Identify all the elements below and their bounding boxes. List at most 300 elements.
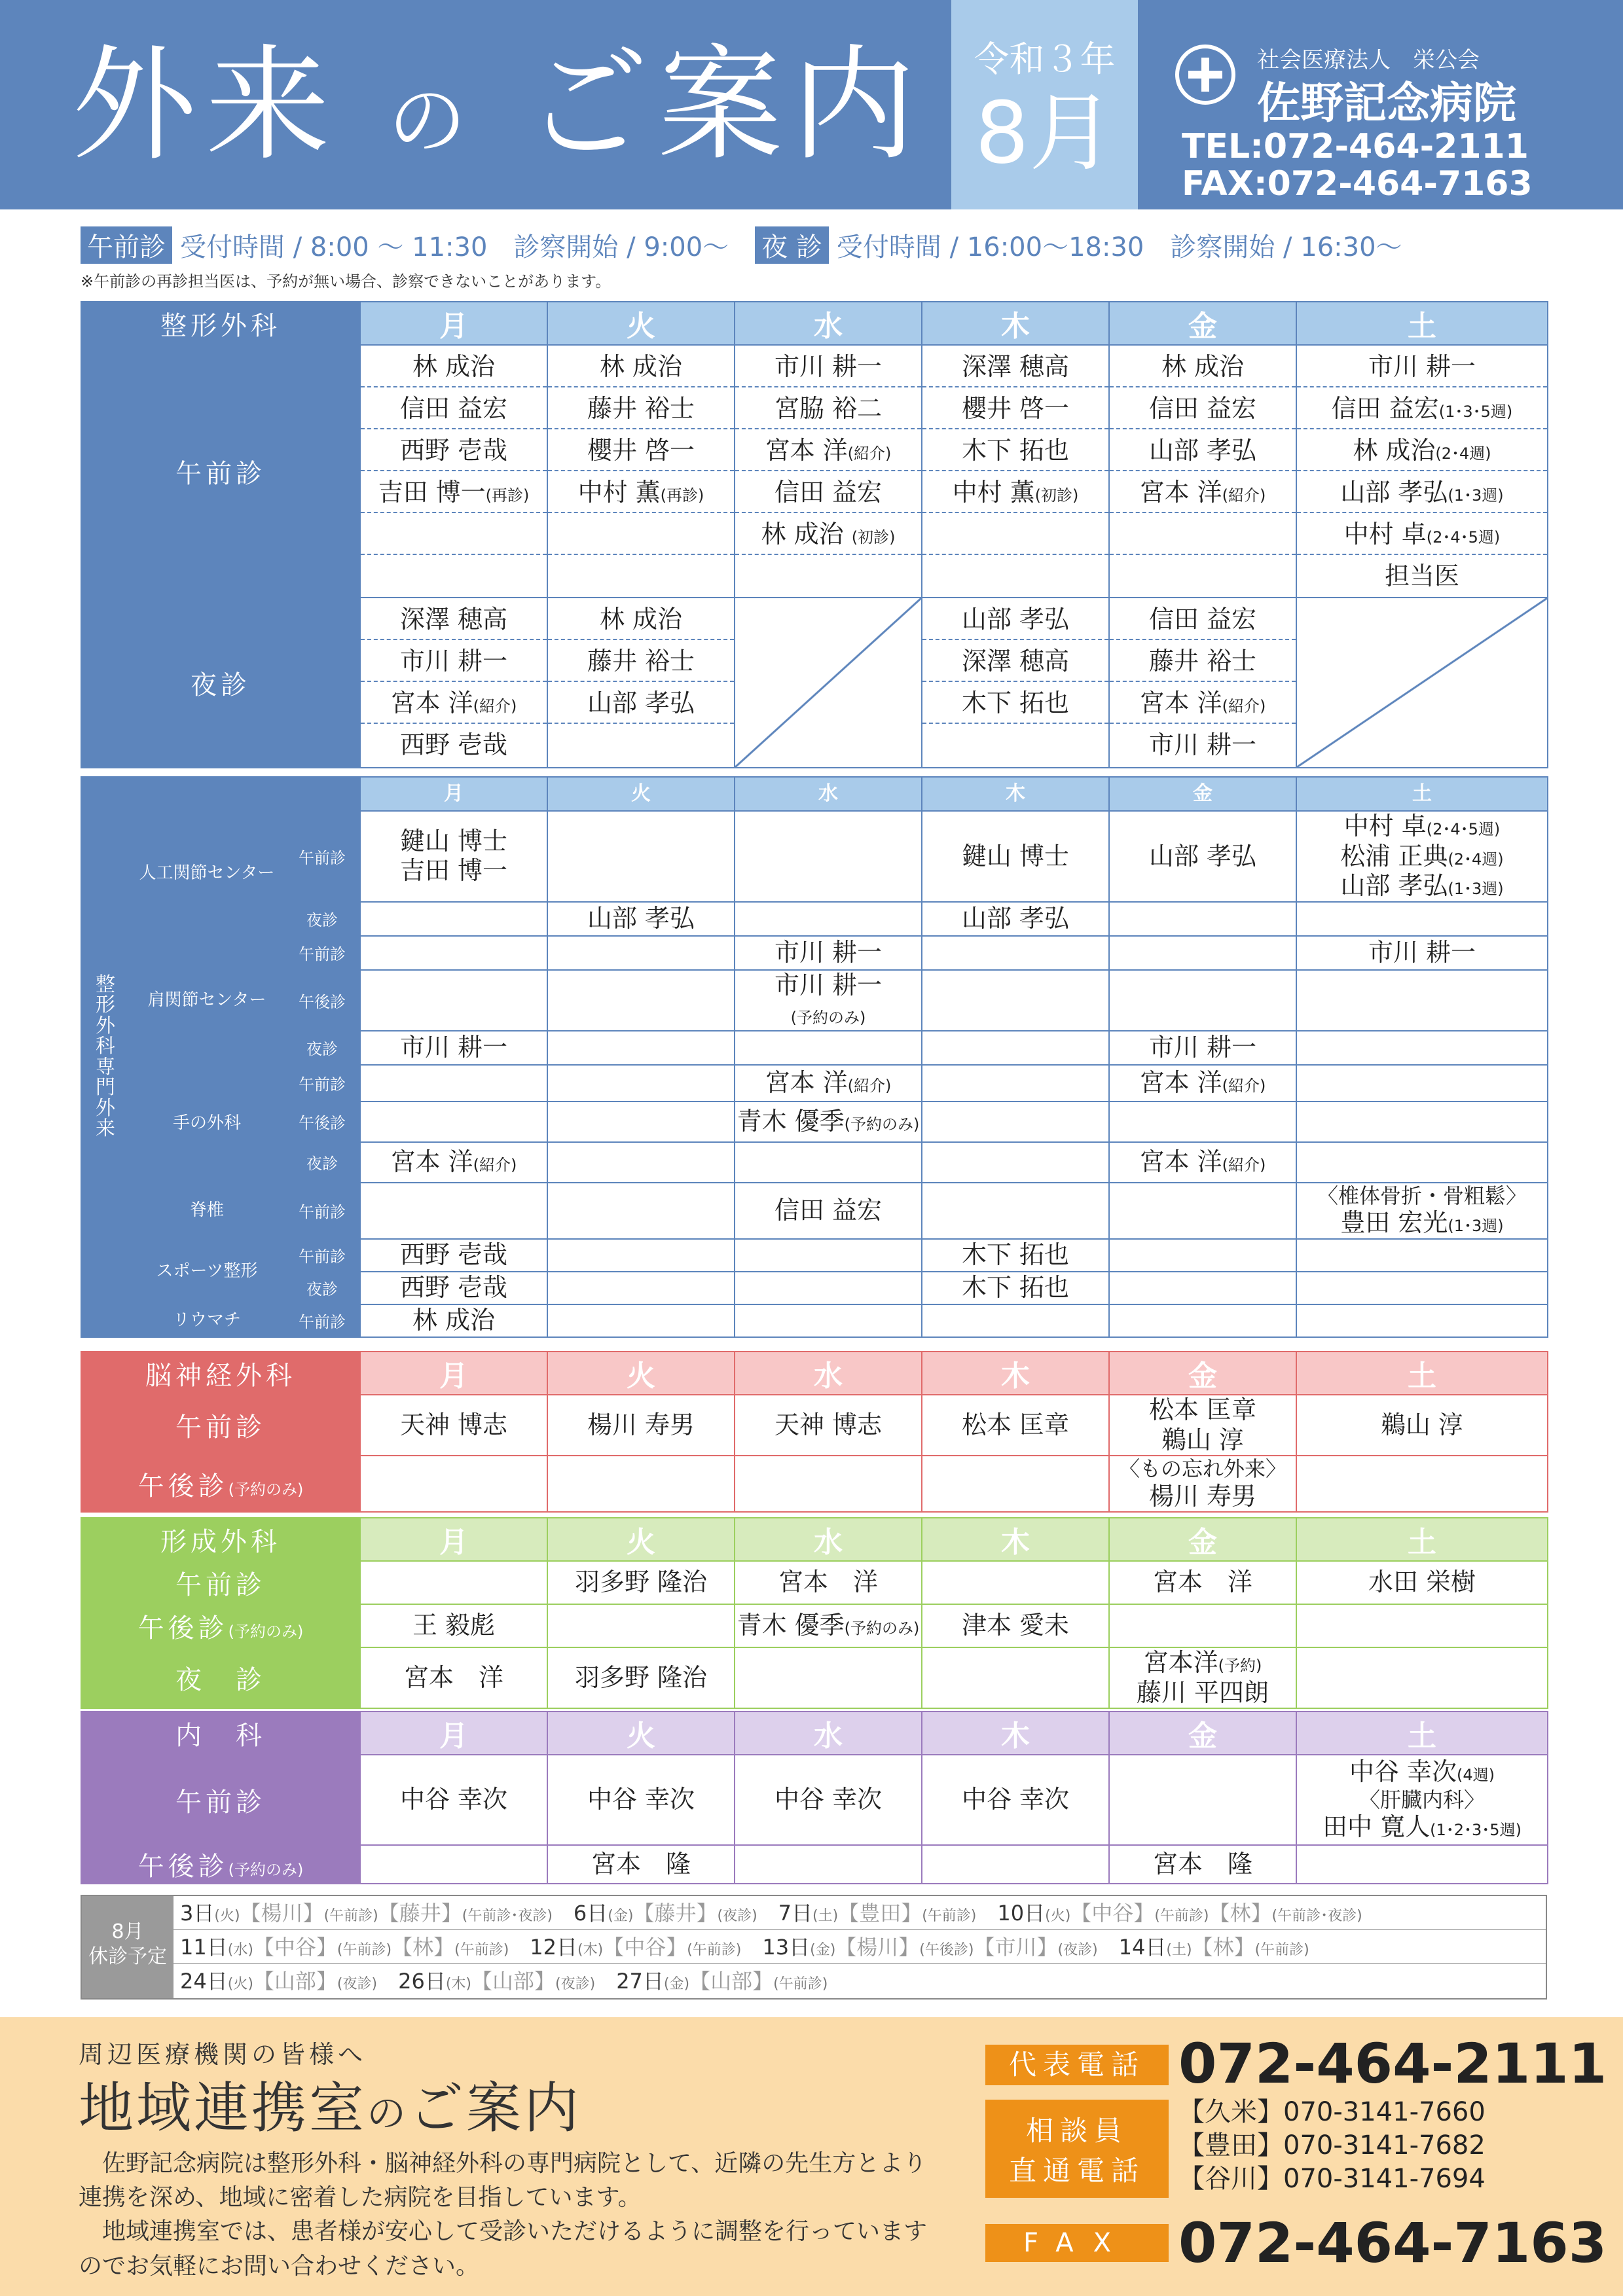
schedule-cell bbox=[1296, 1755, 1548, 1845]
day-thu: 木 bbox=[922, 1518, 1109, 1561]
ortho-pm-label: 夜診 bbox=[81, 598, 360, 768]
doctor-name: 山部 孝弘 bbox=[1148, 841, 1257, 870]
schedule-cell bbox=[1296, 1647, 1548, 1708]
day-sat: 土 bbox=[1296, 1352, 1548, 1395]
doctor-name: (予約のみ) bbox=[790, 1009, 866, 1028]
footer-title bbox=[79, 2064, 581, 2144]
doctor-slot: 林 成治 bbox=[548, 598, 734, 640]
hospital-name: 佐野記念病院 bbox=[1257, 78, 1516, 128]
direct-phone-label bbox=[985, 2100, 1169, 2198]
schedule-cell bbox=[1109, 970, 1296, 1031]
plastic-am-label: 午前診 bbox=[81, 1561, 360, 1604]
doctor-name: 信田 益宏 bbox=[774, 1196, 883, 1225]
doctor-slot: 林 成治 bbox=[1110, 346, 1296, 387]
schedule-cell bbox=[547, 1561, 735, 1604]
schedule-cell bbox=[735, 1272, 922, 1304]
day-fri: 金 bbox=[1109, 1712, 1296, 1755]
doctor-name: 青木 優季(予約のみ) bbox=[737, 1611, 920, 1640]
session-after-label: 午後診 bbox=[284, 1102, 360, 1142]
doctor-slot: 深澤 穂高 bbox=[922, 640, 1108, 682]
month-label: 8月 bbox=[975, 83, 1114, 183]
doctor-name: 天神 博志 bbox=[774, 1410, 883, 1439]
doctor-slot bbox=[548, 513, 734, 555]
schedule-cell bbox=[1109, 1065, 1296, 1102]
schedule-cell bbox=[1296, 1031, 1548, 1065]
ortho-pm-tue bbox=[547, 598, 735, 768]
doctor-name: 宮本洋(予約) bbox=[1143, 1648, 1262, 1677]
doctor-name: 松浦 正典(2･4週) bbox=[1340, 841, 1504, 870]
doctor-slot: 中村 卓(2･4･5週) bbox=[1297, 513, 1547, 555]
after-label-note: (予約のみ) bbox=[228, 1622, 304, 1641]
doctor-slot: 担当医 bbox=[1384, 562, 1459, 590]
schedule-cell bbox=[735, 1102, 922, 1142]
doctor-name: 鵜山 淳 bbox=[1380, 1410, 1464, 1439]
schedule-cell bbox=[922, 1183, 1109, 1239]
doctor-slot: 中村 薫(再診) bbox=[548, 471, 734, 513]
internal-am-label: 午前診 bbox=[81, 1755, 360, 1845]
direct-label-1: 相談員 bbox=[1025, 2115, 1128, 2147]
schedule-cell bbox=[922, 1239, 1109, 1272]
direct-phone-number[interactable]: 【豊田】070-3141-7682 bbox=[1178, 2130, 1486, 2161]
doctor-name: 宮本 洋(紹介) bbox=[1139, 1068, 1266, 1098]
schedule-cell bbox=[1109, 1102, 1296, 1142]
plastic-pm-label: 夜 診 bbox=[81, 1647, 360, 1708]
schedule-cell bbox=[1296, 1845, 1548, 1884]
schedule-cell bbox=[360, 1102, 547, 1142]
doctor-name: 田中 寛人(1･2･3･5週) bbox=[1322, 1812, 1522, 1842]
fax-label: FAX bbox=[985, 2224, 1169, 2262]
direct-phone-number[interactable]: 【谷川】070-3141-7694 bbox=[1178, 2164, 1486, 2195]
schedule-cell bbox=[922, 1102, 1109, 1142]
doctor-slot: 市川 耕一 bbox=[1148, 730, 1257, 759]
schedule-cell bbox=[1296, 1395, 1548, 1456]
doctor-name: 中谷 幸次(4週) bbox=[1349, 1757, 1495, 1787]
doctor-slot: 林 成治 bbox=[548, 346, 734, 387]
schedule-cell bbox=[922, 1456, 1109, 1512]
footer-title-particle: の bbox=[367, 2091, 409, 2137]
day-mon: 月 bbox=[360, 1712, 547, 1755]
schedule-cell bbox=[922, 1272, 1109, 1304]
schedule-cell bbox=[922, 1845, 1109, 1884]
doctor-name: 市川 耕一 bbox=[1148, 1033, 1257, 1062]
schedule-cell bbox=[360, 1647, 547, 1708]
joint-center-label: 人工関節センター bbox=[130, 811, 284, 936]
schedule-cell bbox=[360, 1239, 547, 1272]
doctor-slot: 藤井 裕士 bbox=[548, 640, 734, 682]
day-mon: 月 bbox=[360, 302, 547, 345]
doctor-slot bbox=[735, 555, 921, 597]
doctor-name: 木下 拓也 bbox=[961, 1273, 1070, 1302]
doctor-slot bbox=[922, 555, 1108, 597]
schedule-cell bbox=[360, 1845, 547, 1884]
schedule-cell bbox=[1296, 811, 1548, 902]
schedule-cell bbox=[735, 1304, 922, 1337]
doctor-name: 羽多野 隆治 bbox=[574, 1662, 708, 1692]
doctor-name: 王 毅彪 bbox=[412, 1611, 496, 1640]
doctor-slot bbox=[1110, 513, 1296, 555]
doctor-name: 市川 耕一 bbox=[1368, 937, 1476, 967]
after-label-text: 午後診 bbox=[137, 1471, 228, 1501]
schedule-cell bbox=[1109, 1183, 1296, 1239]
doctor-name: 宮本 隆 bbox=[1152, 1849, 1252, 1878]
schedule-cell bbox=[922, 1065, 1109, 1102]
ortho-am-label: 午前診 bbox=[81, 345, 360, 598]
day-mon: 月 bbox=[360, 1518, 547, 1561]
doctor-name: 青木 優季(予約のみ) bbox=[737, 1107, 920, 1136]
hospital-logo-icon bbox=[1175, 45, 1235, 105]
session-am-label: 午前診 bbox=[284, 936, 360, 970]
schedule-cell bbox=[360, 1304, 547, 1337]
rep-phone-number[interactable]: 072-464-2111 bbox=[1178, 2032, 1607, 2096]
schedule-cell bbox=[547, 1304, 735, 1337]
doctor-slot bbox=[922, 724, 1108, 766]
schedule-cell bbox=[547, 1183, 735, 1239]
doctor-name: 市川 耕一 bbox=[399, 1033, 508, 1062]
schedule-cell bbox=[1296, 1604, 1548, 1647]
session-pm-label: 夜診 bbox=[284, 1031, 360, 1065]
fax-number: FAX:072-464-7163 bbox=[1182, 164, 1533, 204]
schedule-cell bbox=[922, 1647, 1109, 1708]
doctor-slot bbox=[361, 555, 547, 597]
schedule-cell bbox=[547, 1065, 735, 1102]
doctor-slot: 林 成治 (初診) bbox=[735, 513, 921, 555]
schedule-cell bbox=[1296, 1272, 1548, 1304]
schedule-cell bbox=[360, 1456, 547, 1512]
doctor-slot: 深澤 穂高 bbox=[922, 346, 1108, 387]
doctor-name: 中谷 幸次 bbox=[399, 1785, 508, 1814]
schedule-cell bbox=[360, 1561, 547, 1604]
schedule-cell bbox=[735, 1456, 922, 1512]
schedule-cell bbox=[1109, 1395, 1296, 1456]
doctor-name: 木下 拓也 bbox=[961, 1240, 1070, 1270]
era-label: 令和３年 bbox=[974, 39, 1116, 80]
doctor-name: 豊田 宏光(1･3週) bbox=[1340, 1208, 1504, 1238]
doctor-slot bbox=[548, 724, 734, 766]
day-tue: 火 bbox=[547, 302, 735, 345]
session-pm-label: 夜診 bbox=[284, 1142, 360, 1183]
schedule-cell bbox=[1109, 811, 1296, 902]
schedule-cell bbox=[1109, 1604, 1296, 1647]
ortho-table bbox=[81, 301, 1548, 768]
doctor-slot: 深澤 穂高 bbox=[361, 598, 547, 640]
doctor-slot bbox=[922, 513, 1108, 555]
fax-number-footer[interactable]: 072-464-7163 bbox=[1178, 2211, 1607, 2275]
schedule-cell bbox=[1296, 1239, 1548, 1272]
schedule-cell bbox=[360, 1142, 547, 1183]
day-wed: 水 bbox=[735, 1352, 922, 1395]
day-fri: 金 bbox=[1109, 302, 1296, 345]
ortho-pm-thu bbox=[922, 598, 1109, 768]
schedule-cell bbox=[922, 902, 1109, 936]
neuro-dept-label: 脳神経外科 bbox=[81, 1352, 360, 1395]
schedule-cell bbox=[547, 1272, 735, 1304]
doctor-name: 天神 博志 bbox=[399, 1410, 508, 1439]
doctor-name: 中村 卓(2･4･5週) bbox=[1343, 812, 1501, 840]
holiday-schedule bbox=[81, 1895, 1547, 2000]
schedule-cell bbox=[360, 1065, 547, 1102]
tel-number: TEL:072-464-2111 bbox=[1182, 127, 1529, 166]
doctor-slot: 宮本 洋(紹介) bbox=[1110, 471, 1296, 513]
doctor-name: 水田 栄樹 bbox=[1368, 1568, 1476, 1597]
date-box bbox=[951, 0, 1138, 209]
hours-info bbox=[81, 226, 1402, 264]
doctor-name: 西野 壱哉 bbox=[399, 1240, 508, 1270]
schedule-cell bbox=[360, 1395, 547, 1456]
neuro-table bbox=[81, 1351, 1548, 1513]
schedule-cell bbox=[1296, 1065, 1548, 1102]
schedule-cell bbox=[735, 1142, 922, 1183]
doctor-slot bbox=[1110, 555, 1296, 597]
doctor-slot bbox=[548, 555, 734, 597]
schedule-cell bbox=[1109, 1647, 1296, 1708]
ortho-pm-mon bbox=[360, 598, 547, 768]
direct-phone-number[interactable]: 【久米】070-3141-7660 bbox=[1178, 2097, 1486, 2127]
footer-body-2: 地域連携室では、患者様が安心して受診いただけるように調整を行っていますのでお気軽にお問い合わせください。 bbox=[79, 2218, 928, 2280]
doctor-name: 宮本 洋 bbox=[1152, 1568, 1252, 1597]
doctor-name: 鍵山 博士 bbox=[961, 841, 1070, 870]
page-title bbox=[72, 27, 925, 183]
internal-table bbox=[81, 1711, 1548, 1884]
doctor-name: 宮本 洋 bbox=[778, 1568, 878, 1597]
schedule-cell bbox=[735, 970, 922, 1031]
plastic-after-label bbox=[81, 1604, 360, 1647]
ortho-am-sat bbox=[1296, 345, 1548, 598]
holiday-row: 24日(火)【山部】(夜診) 26日(木)【山部】(夜診) 27日(金)【山部】(午前診) bbox=[180, 1969, 828, 1994]
schedule-cell bbox=[1296, 902, 1548, 936]
day-tue: 火 bbox=[547, 777, 735, 811]
day-sat: 土 bbox=[1296, 1518, 1548, 1561]
day-tue: 火 bbox=[547, 1352, 735, 1395]
schedule-cell bbox=[735, 1065, 922, 1102]
doctor-slot: 木下 拓也 bbox=[922, 429, 1108, 471]
schedule-cell bbox=[547, 811, 735, 902]
schedule-cell bbox=[547, 902, 735, 936]
doctor-slot: 山部 孝弘 bbox=[1110, 429, 1296, 471]
footer-body bbox=[79, 2147, 943, 2284]
schedule-cell bbox=[1109, 902, 1296, 936]
doctor-slot: 信田 益宏(1･3･5週) bbox=[1297, 387, 1547, 429]
schedule-cell bbox=[547, 936, 735, 970]
plastic-dept-label: 形成外科 bbox=[81, 1518, 360, 1561]
day-wed: 水 bbox=[735, 1518, 922, 1561]
session-am-label: 午前診 bbox=[284, 1065, 360, 1102]
neuro-after-label bbox=[81, 1456, 360, 1512]
spine-label: 脊椎 bbox=[130, 1183, 284, 1239]
schedule-cell bbox=[547, 970, 735, 1031]
session-pm-label: 夜診 bbox=[284, 1272, 360, 1304]
holiday-row: 3日(火)【楊川】(午前診)【藤井】(午前診･夜診) 6日(金)【藤井】(夜診) 7日(土)【豊田】(午前診) 10日(火)【中谷】(午前診)【林】(午前診･夜診) bbox=[173, 1896, 1546, 1930]
doctor-name: 中谷 幸次 bbox=[774, 1785, 883, 1814]
ortho-pm-sat-closed bbox=[1296, 598, 1548, 768]
doctor-slot: 宮脇 裕二 bbox=[735, 387, 921, 429]
schedule-cell bbox=[1109, 1456, 1296, 1512]
schedule-cell bbox=[547, 1239, 735, 1272]
day-tue: 火 bbox=[547, 1712, 735, 1755]
schedule-cell bbox=[360, 1031, 547, 1065]
doctor-slot: 宮本 洋(紹介) bbox=[1110, 682, 1296, 724]
schedule-cell bbox=[360, 970, 547, 1031]
schedule-cell bbox=[922, 1755, 1109, 1845]
schedule-cell bbox=[735, 936, 922, 970]
doctor-slot: 吉田 博一(再診) bbox=[361, 471, 547, 513]
after-label-text: 午後診 bbox=[137, 1852, 228, 1882]
schedule-cell bbox=[922, 811, 1109, 902]
hand-surgery-label: 手の外科 bbox=[130, 1065, 284, 1183]
title-particle: の bbox=[388, 76, 476, 167]
schedule-cell bbox=[735, 1239, 922, 1272]
header bbox=[0, 0, 1623, 209]
schedule-cell bbox=[360, 1272, 547, 1304]
doctor-name: 宮本 洋(紹介) bbox=[1139, 1147, 1266, 1177]
footer-body-1: 佐野記念病院は整形外科・脳神経外科の専門病院として、近隣の先生方とより連携を深め、地域に密着した病院を目指しています。 bbox=[79, 2150, 927, 2212]
footer bbox=[0, 2017, 1623, 2296]
day-wed: 水 bbox=[735, 777, 922, 811]
day-sat: 土 bbox=[1296, 302, 1548, 345]
day-wed: 水 bbox=[735, 302, 922, 345]
day-sat: 土 bbox=[1296, 1712, 1548, 1755]
after-label-text: 午後診 bbox=[137, 1613, 228, 1643]
doctor-name: 羽多野 隆治 bbox=[574, 1568, 708, 1597]
schedule-cell bbox=[1109, 1561, 1296, 1604]
schedule-cell bbox=[547, 1102, 735, 1142]
schedule-cell bbox=[1296, 1183, 1548, 1239]
doctor-name: 藤川 平四朗 bbox=[1136, 1677, 1269, 1707]
schedule-cell bbox=[547, 1755, 735, 1845]
doctor-slot: 宮本 洋(紹介) bbox=[361, 682, 547, 724]
schedule-cell bbox=[360, 1183, 547, 1239]
schedule-cell bbox=[735, 1845, 922, 1884]
pm-hours: 受付時間 / 16:00〜18:30 診察開始 / 16:30〜 bbox=[836, 232, 1402, 262]
contact-block bbox=[1182, 128, 1533, 203]
after-label-note: (予約のみ) bbox=[228, 1480, 304, 1499]
day-fri: 金 bbox=[1109, 1518, 1296, 1561]
specialty-corner bbox=[130, 777, 360, 811]
schedule-cell bbox=[922, 1304, 1109, 1337]
rep-phone-label: 代表電話 bbox=[985, 2045, 1169, 2085]
schedule-cell bbox=[547, 1031, 735, 1065]
ortho-pm-fri bbox=[1109, 598, 1296, 768]
doctor-name: 山部 孝弘 bbox=[961, 903, 1070, 933]
schedule-cell bbox=[1109, 936, 1296, 970]
doctor-slot: 市川 耕一 bbox=[361, 640, 547, 682]
ortho-am-wed bbox=[735, 345, 922, 598]
schedule-cell bbox=[1296, 970, 1548, 1031]
shoulder-center-label: 肩関節センター bbox=[130, 936, 284, 1065]
session-am-label: 午前診 bbox=[284, 1239, 360, 1272]
schedule-cell bbox=[360, 936, 547, 970]
doctor-slot: 木下 拓也 bbox=[922, 682, 1108, 724]
day-mon: 月 bbox=[360, 1352, 547, 1395]
schedule-cell bbox=[1296, 1304, 1548, 1337]
doctor-name: 松本 匡章 bbox=[1148, 1395, 1257, 1424]
holiday-row: 11日(水)【中谷】(午前診)【林】(午前診) 12日(木)【中谷】(午前診) 13日(金)【楊川】(午後診)【市川】(夜診) 14日(土)【林】(午前診) bbox=[173, 1930, 1546, 1964]
doctor-name: 津本 愛未 bbox=[961, 1611, 1070, 1640]
internal-dept-label: 内 科 bbox=[81, 1712, 360, 1755]
am-hours: 受付時間 / 8:00 〜 11:30 診察開始 / 9:00〜 bbox=[180, 232, 729, 262]
session-pm-label: 夜診 bbox=[284, 902, 360, 936]
pm-tag: 夜 診 bbox=[755, 226, 829, 264]
doctor-slot: 宮本 洋(紹介) bbox=[735, 429, 921, 471]
schedule-cell bbox=[735, 1031, 922, 1065]
doctor-slot: 山部 孝弘 bbox=[548, 682, 734, 724]
schedule-cell bbox=[547, 1456, 735, 1512]
direct-phone-list bbox=[1178, 2096, 1486, 2197]
doctor-slot: 山部 孝弘(1･3週) bbox=[1297, 471, 1547, 513]
title-part-1: 外来 bbox=[72, 33, 340, 177]
doctor-slot: 林 成治 bbox=[361, 346, 547, 387]
holiday-label: 8月 休診予定 bbox=[82, 1896, 173, 1998]
session-am-label: 午前診 bbox=[284, 811, 360, 902]
schedule-cell bbox=[360, 1755, 547, 1845]
doctor-slot: 櫻井 啓一 bbox=[548, 429, 734, 471]
rheumatology-label: リウマチ bbox=[130, 1304, 284, 1337]
doctor-slot: 市川 耕一 bbox=[735, 346, 921, 387]
doctor-name: 中谷 幸次 bbox=[587, 1785, 695, 1814]
session-am-label: 午前診 bbox=[284, 1304, 360, 1337]
schedule-cell bbox=[1296, 1102, 1548, 1142]
day-thu: 木 bbox=[922, 1352, 1109, 1395]
ortho-am-mon bbox=[360, 345, 547, 598]
doctor-name: 楊川 寿男 bbox=[1148, 1481, 1257, 1511]
doctor-slot bbox=[361, 513, 547, 555]
doctor-name: 〈椎体骨折・骨粗鬆〉 bbox=[1317, 1183, 1527, 1208]
doctor-slot: 櫻井 啓一 bbox=[922, 387, 1108, 429]
doctor-slot: 藤井 裕士 bbox=[1110, 640, 1296, 682]
doctor-slot: 信田 益宏 bbox=[1110, 387, 1296, 429]
doctor-slot: 山部 孝弘 bbox=[922, 598, 1108, 640]
day-fri: 金 bbox=[1109, 777, 1296, 811]
footer-title-2: ご案内 bbox=[409, 2076, 582, 2140]
doctor-slot: 藤井 裕士 bbox=[548, 387, 734, 429]
schedule-cell bbox=[360, 902, 547, 936]
schedule-cell bbox=[1109, 1755, 1296, 1845]
ortho-am-tue bbox=[547, 345, 735, 598]
doctor-name: 西野 壱哉 bbox=[399, 1273, 508, 1302]
specialty-side-label: 整形外科専門外来 bbox=[81, 777, 130, 1337]
doctor-name: 宮本 洋(紹介) bbox=[765, 1068, 892, 1098]
day-fri: 金 bbox=[1109, 1352, 1296, 1395]
ortho-pm-wed-closed bbox=[735, 598, 922, 768]
neuro-am-label: 午前診 bbox=[81, 1395, 360, 1456]
schedule-cell bbox=[360, 1604, 547, 1647]
doctor-name: 林 成治 bbox=[412, 1306, 496, 1335]
schedule-cell bbox=[1296, 936, 1548, 970]
schedule-cell bbox=[735, 1183, 922, 1239]
corporation-name: 社会医療法人 栄公会 bbox=[1257, 47, 1480, 73]
ortho-am-thu bbox=[922, 345, 1109, 598]
schedule-cell bbox=[547, 1647, 735, 1708]
doctor-name: 鍵山 博士 bbox=[399, 826, 508, 855]
schedule-cell bbox=[922, 970, 1109, 1031]
schedule-cell bbox=[1296, 1561, 1548, 1604]
doctor-name: 松本 匡章 bbox=[961, 1410, 1070, 1439]
session-am-label: 午前診 bbox=[284, 1183, 360, 1239]
doctor-name: 宮本 洋(紹介) bbox=[390, 1147, 517, 1177]
doctor-slot: 信田 益宏 bbox=[1110, 598, 1296, 640]
doctor-name: 〈肝臓内科〉 bbox=[1359, 1787, 1485, 1812]
doctor-name: 山部 孝弘 bbox=[587, 903, 695, 933]
schedule-cell bbox=[1109, 1845, 1296, 1884]
am-tag: 午前診 bbox=[81, 226, 172, 264]
doctor-name: 中谷 幸次 bbox=[961, 1785, 1070, 1814]
doctor-name: 宮本 洋 bbox=[403, 1662, 503, 1692]
specialty-table bbox=[81, 776, 1548, 1338]
hours-note: ※午前診の再診担当医は、予約が無い場合、診察できないことがあります。 bbox=[81, 272, 611, 291]
day-thu: 木 bbox=[922, 1712, 1109, 1755]
schedule-cell bbox=[360, 811, 547, 902]
doctor-slot: 信田 益宏 bbox=[361, 387, 547, 429]
plastic-table bbox=[81, 1517, 1548, 1709]
